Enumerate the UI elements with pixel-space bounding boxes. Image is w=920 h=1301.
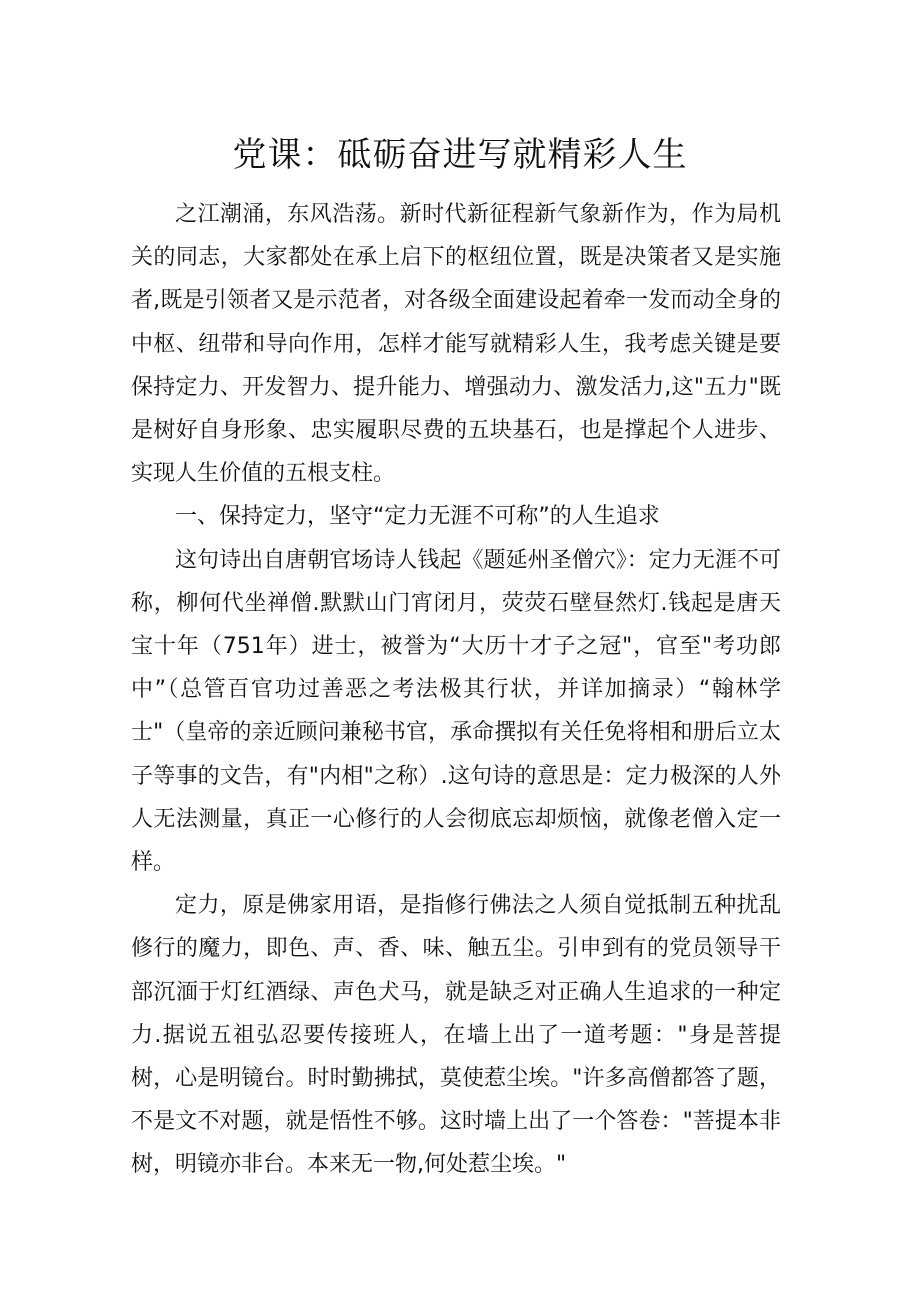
paragraph-definition: 定力，原是佛家用语，是指修行佛法之人须自觉抵制五种扰乱修行的魔力，即色、声、香、味、触五尘。引申到有的党员领导干部沉湎于灯红酒绿、声色犬马，就是缺乏对正确人生追求的一种定力.据说五祖弘忍要传接班人，在墙上出了一道考题："身是菩提树，心是明镜台。时时勤拂拭，莫使惹尘埃。"许多高僧都答了题，不是文不对题，就是悟性不够。这时墙上出了一个答卷："菩提本非树，明镜亦非台。本来无一物,何处惹尘埃。" xyxy=(131,893,781,1178)
document-title: 党课：砥砺奋进写就精彩人生 xyxy=(232,135,688,175)
section-heading-1: 一、保持定力，坚守“定力无涯不可称”的人生追求 xyxy=(175,504,660,530)
paragraph-poem-origin: 这句诗出自唐朝官场诗人钱起《题延州圣僧穴》：定力无涯不可称，柳何代坐禅僧.默默山门宵闭月，荧荧石壁昼然灯.钱起是唐天宝十年（751年）进士，被誉为“大历十才子之冠"，官至"考功郎中”（总管百官功过善恶之考法极其行状，并详加摘录）“翰林学士"（皇帝的亲近顾问兼秘书官，承命撰拟有关任免将相和册后立太子等事的文告，有"内相"之称）.这句诗的意思是：定力极深的人外人无法测量，真正一心修行的人会彻底忘却烦恼，就像老僧入定一样。 xyxy=(131,547,781,876)
document-body xyxy=(131,193,781,1187)
paragraph-intro: 之江潮涌，东风浩荡。新时代新征程新气象新作为，作为局机关的同志，大家都处在承上启下的枢纽位置，既是决策者又是实施者,既是引领者又是示范者，对各级全面建设起着牵一发而动全身的中枢、纽带和导向作用，怎样才能写就精彩人生，我考虑关键是要保持定力、开发智力、提升能力、增强动力、激发活力,这"五力"既是树好自身形象、忠实履职尽费的五块基石，也是撑起个人进步、实现人生价值的五根支柱。 xyxy=(131,202,781,487)
